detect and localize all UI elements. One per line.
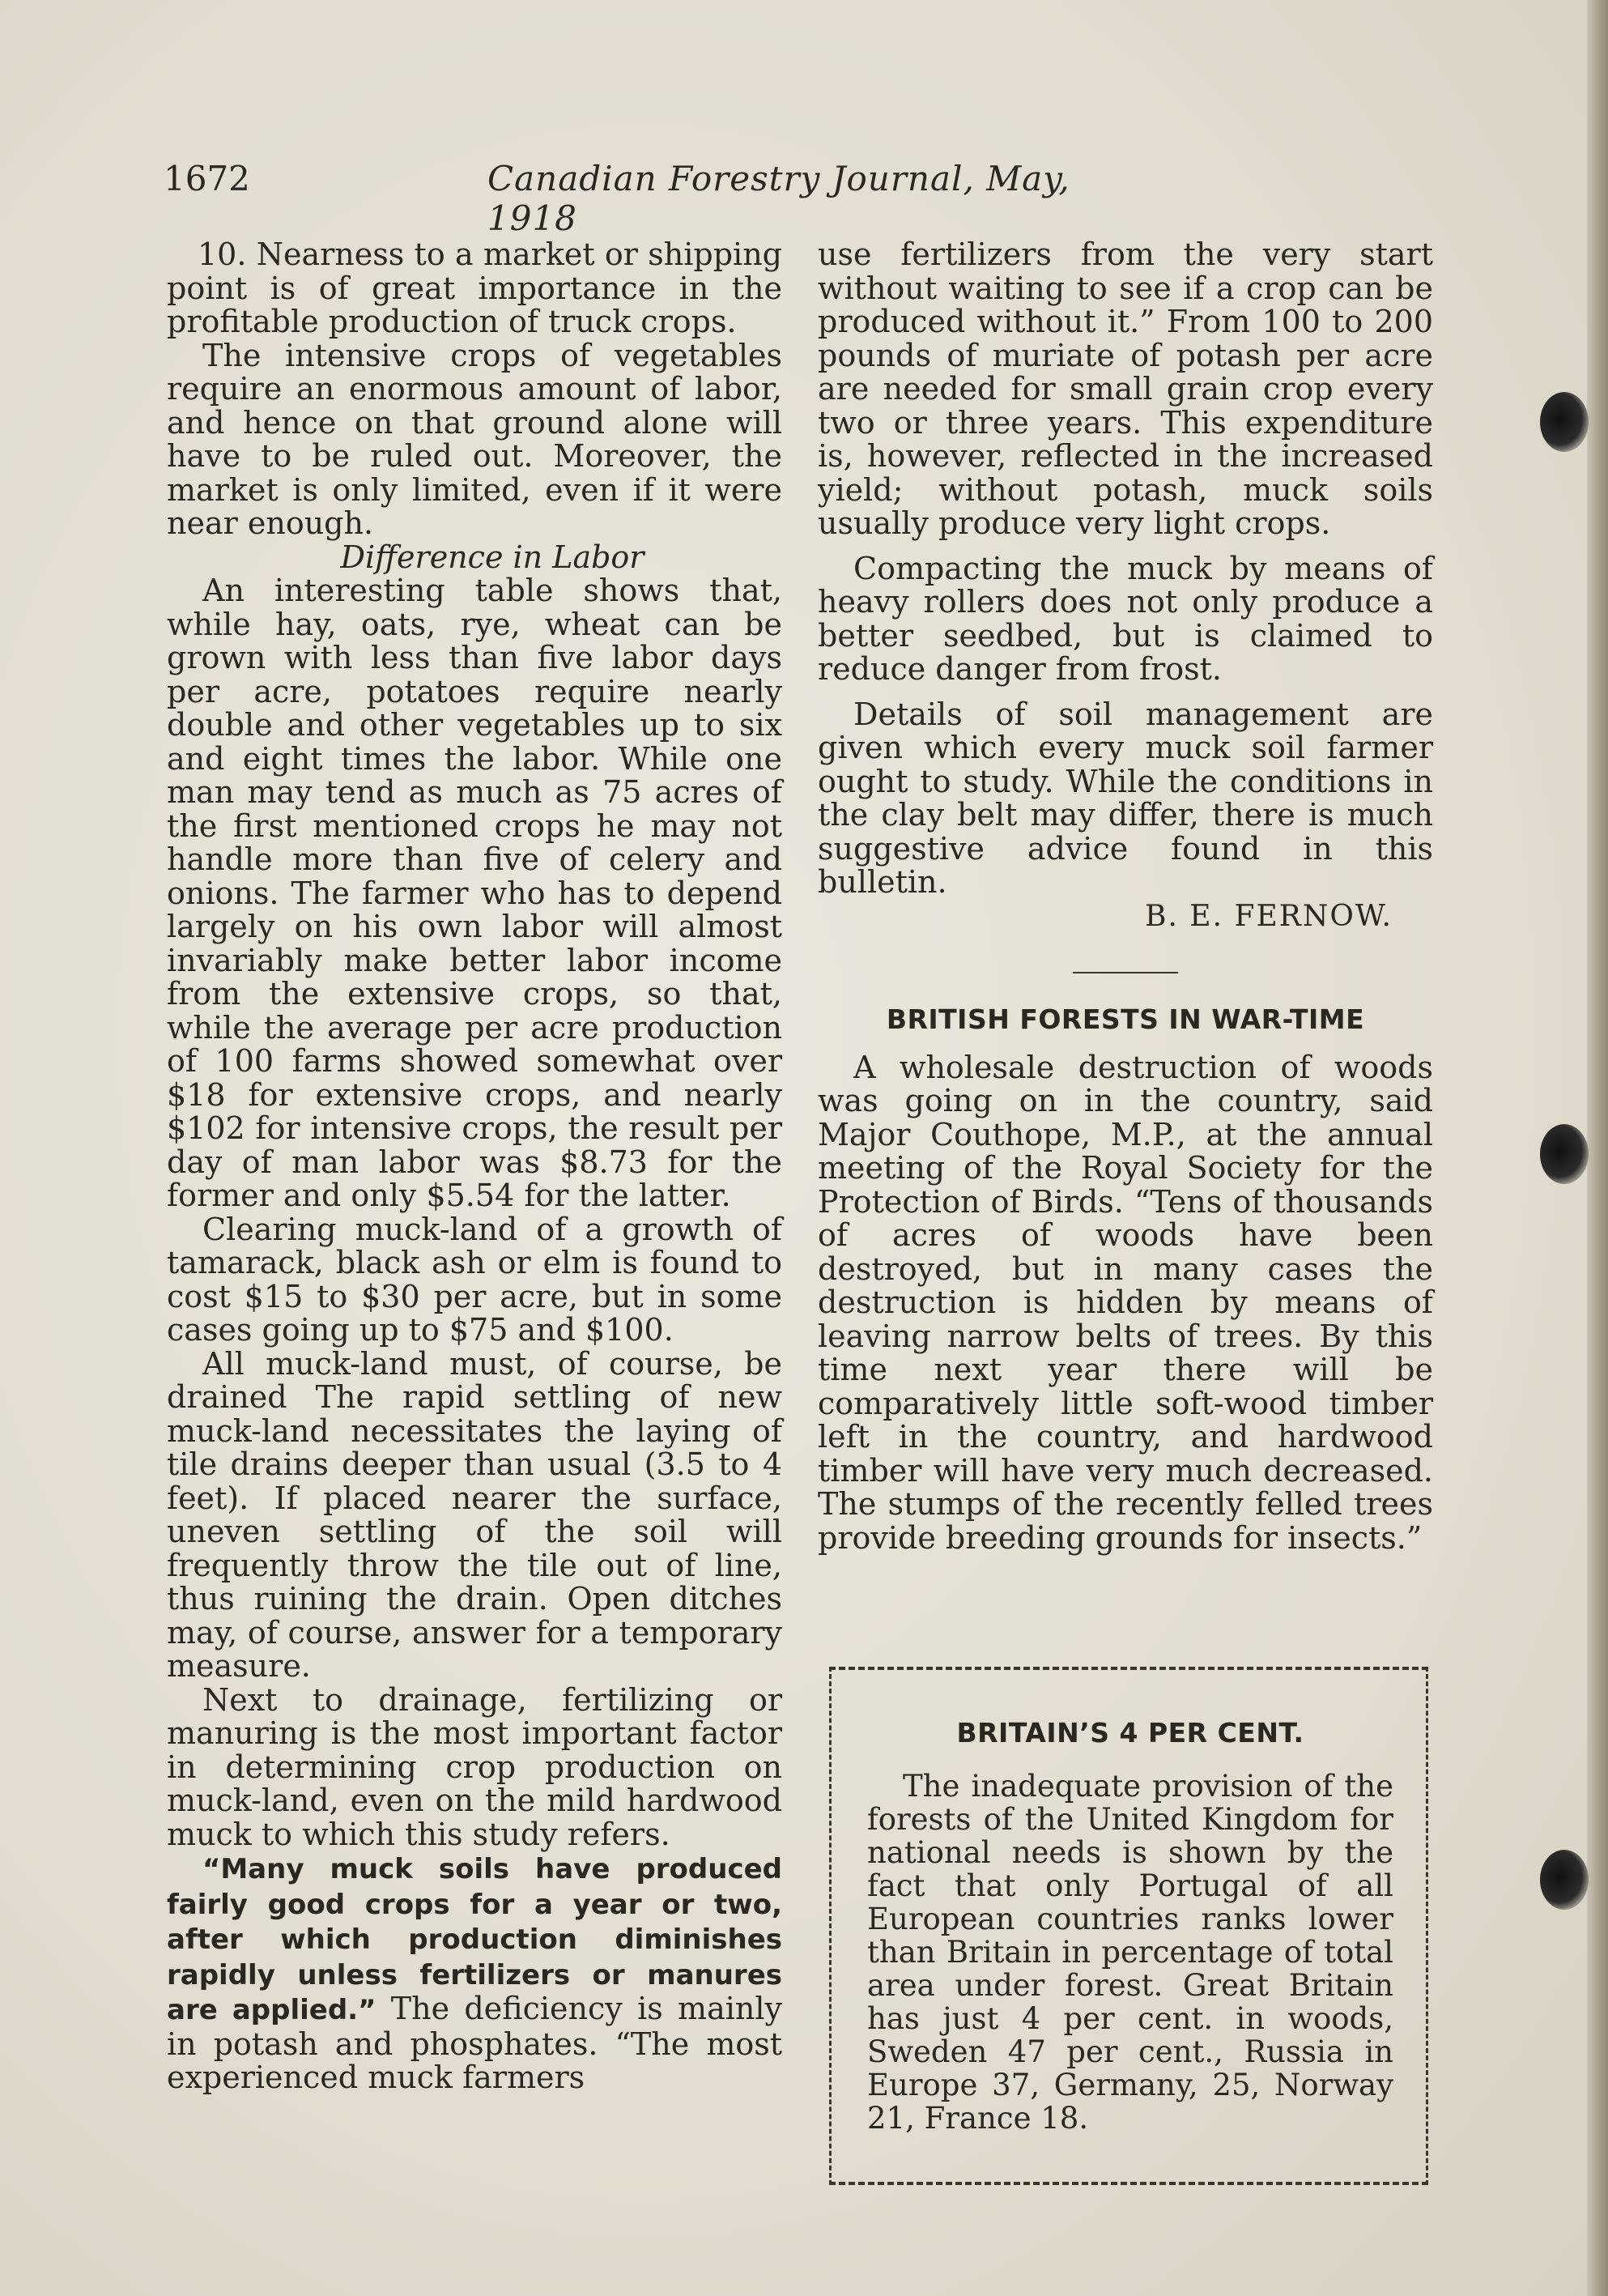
left-column: [167, 238, 782, 2095]
paragraph-clearing: Clearing muck-land of a growth of tamarack, black ash or elm is found to cost $15 to $30 per acre, but in some cases going up to $75 and $100.: [167, 1211, 782, 1348]
section-heading-british-forests: BRITISH FORESTS IN WAR-TIME: [886, 1003, 1365, 1035]
author-signature: B. E. FERNOW.: [1144, 899, 1393, 933]
binding-hole-middle: [1540, 1124, 1589, 1184]
right-column: [818, 238, 1433, 1555]
binding-hole-bottom: [1540, 1850, 1589, 1910]
paragraph-compacting: Compacting the muck by means of heavy rollers does not only produce a better seedbed, but is claimed to reduce danger from frost.: [818, 550, 1433, 687]
paragraph-drainage: All muck-land must, of course, be drained The rapid settling of new muck-land necessitates the laying of tile drains deeper than usual (3.5 to 4 feet). If placed nearer the surface, uneven settling of the soil will frequently throw the tile out of line, thus ruining the drain. Open ditches may, of course, answer for a temporary measure.: [167, 1345, 782, 1684]
boxed-article: [829, 1667, 1428, 2185]
box-body: The inadequate provision of the forests of the United Kingdom for national needs is shown by the fact that only Portugal of all European countries ranks lower than Britain in percentage of total area under forest. Great Britain has just 4 per cent. in woods, Sweden 47 per cent., Russia in Europe 37, Germany, 25, Norway 21, France 18.: [867, 1769, 1393, 2136]
paragraph-intensive-crops: The intensive crops of vegetables require an enormous amount of labor, and hence on that ground alone will have to be ruled out. Moreover, the market is only limited, even if it were near enough.: [167, 337, 782, 541]
paragraph-muck-soils-rest: The deficiency is mainly in potash and phosphates. “The most experienced muck farmers: [167, 1991, 782, 2095]
paragraph-labor-table: An interesting table shows that, while hay, oats, rye, wheat can be grown with less than five labor days per acre, potatoes require nearly double and other vegetables up to six and eight times the labor. While one man may tend as much as 75 acres of the first mentioned crops he may not handle more than five of celery and onions. The farmer who has to depend largely on his own labor will almost invariably make better labor income from the extensive crops, so that, while the average per acre production of 100 farms showed somewhat over $18 for extensive crops, and nearly $102 for intensive crops, the result per day of man labor was $8.73 for the former and only $5.54 for the latter.: [167, 573, 782, 1213]
paragraph-market: 10. Nearness to a market or shipping point is of great importance in the profitable production of truck crops.: [167, 236, 782, 339]
paragraph-details: Details of soil management are given which every muck soil farmer ought to study. While the conditions in the clay belt may differ, there is much suggestive advice found in this bulletin.: [818, 696, 1433, 900]
subheading-difference-in-labor: Difference in Labor: [340, 539, 644, 575]
running-title: Canadian Forestry Journal, May, 1918: [487, 159, 1070, 238]
page-number: 1672: [164, 159, 250, 198]
section-divider: [1073, 972, 1178, 973]
paragraph-wholesale-destruction: A wholesale destruction of woods was going on in the country, said Major Couthope, M.P., at the annual meeting of the Royal Society for the Protection of Birds. “Tens of thousands of acres of woods have been destroyed, but in many cases the destruction is hidden by means of leaving narrow belts of trees. By this time next year there will be comparatively little soft-wood timber left in the country, and hardwood timber will have very much decreased. The stumps of the recently felled trees provide breeding grounds for insects.”: [818, 1049, 1433, 1556]
paragraph-fertilizers-continued: use fertilizers from the very start without waiting to see if a crop can be produced without it.” From 100 to 200 pounds of muriate of potash per acre are needed for small grain crop every two or three years. This expenditure is, however, reflected in the increased yield; without potash, muck soils usually produce very light crops.: [818, 236, 1433, 541]
box-heading: BRITAIN’S 4 PER CENT.: [956, 1717, 1304, 1749]
binding-hole-top: [1540, 392, 1589, 452]
paragraph-fertilizing: Next to drainage, fertilizing or manuring is the most important factor in determining crop production on muck-land, even on the mild hardwood muck to which this study refers.: [167, 1681, 782, 1852]
paragraph-muck-soils: [167, 1851, 782, 2095]
page-edge-shadow: [1587, 0, 1608, 2296]
page-header: [164, 159, 1143, 238]
bold-quote: “Many muck soils have produced fairly good crops for a year or two, after which production diminishes rapidly unless fertilizers or manures are applied.”: [167, 1853, 782, 2026]
